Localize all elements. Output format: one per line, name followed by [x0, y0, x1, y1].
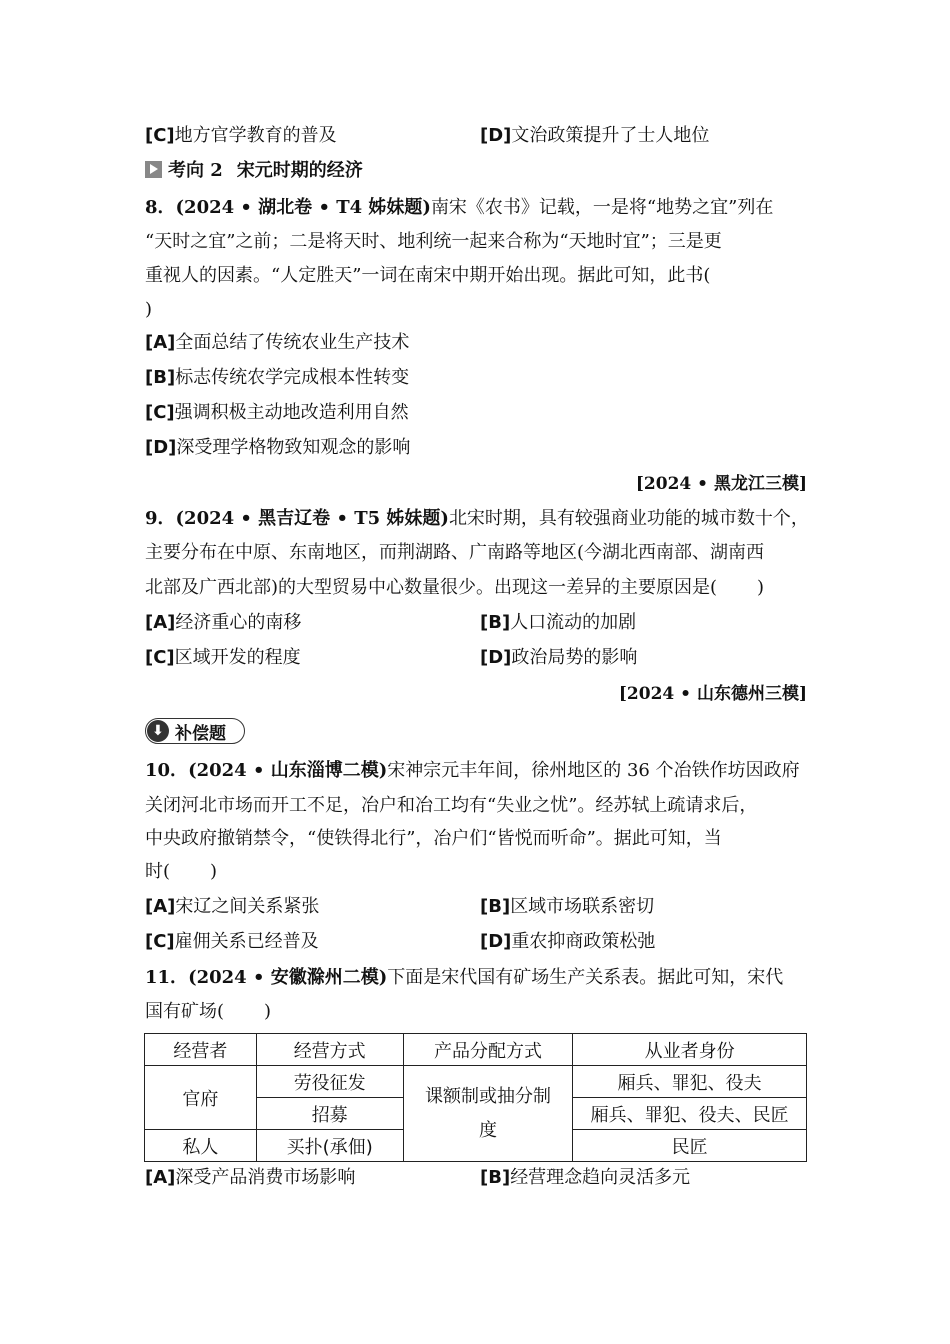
q8-stem-line1: 8．(2024 • 湖北卷 • T4 姊妹题)南宋《农书》记载，一是将“地势之宜”列在 [145, 197, 774, 218]
table-header-cell: 经营方式 [256, 1034, 403, 1066]
q8-option-c: [C]强调积极主动地改造利用自然 [145, 402, 409, 423]
q8-stem-line2: “天时之宜”之前；二是将天时、地利统一起来合称为“天地时宜”；三是更 [145, 231, 722, 252]
q10-option-b: [B]区域市场联系密切 [480, 896, 655, 917]
q9-source-ref: [2024 • 山东德州三模] [618, 684, 807, 704]
q7-option-c: [C]地方官学教育的普及 [145, 125, 337, 146]
q9-option-d: [D]政治局势的影响 [480, 647, 638, 668]
q8-option-a: [A]全面总结了传统农业生产技术 [145, 332, 410, 353]
q10-option-a: [A]宋辽之间关系紧张 [145, 896, 320, 917]
table-cell-distribution: 课额制或抽分制度 [403, 1066, 573, 1162]
section-heading: 考向 2 宋元时期的经济 [145, 159, 807, 183]
supplement-badge: ⬇ 补偿题 [145, 718, 245, 744]
q9-stem-line1: 9．(2024 • 黑吉辽卷 • T5 姊妹题)北宋时期，具有较强商业功能的城市数十个， [145, 508, 809, 529]
download-arrow-icon: ⬇ [147, 720, 169, 742]
q11-option-b: [B]经营理念趋向灵活多元 [480, 1167, 691, 1188]
table-cell-official: 官府 [145, 1066, 257, 1130]
q8-stem-line3: 重视人的因素。“人定胜天”一词在南宋中期开始出现。据此可知，此书( [145, 265, 711, 286]
q9-stem-line2: 主要分布在中原、东南地区，而荆湖路、广南路等地区(今湖北西南部、湖南西 [145, 542, 765, 563]
mining-relations-table [144, 1033, 807, 1162]
q10-stem-line3: 中央政府撤销禁令，“使铁得北行”，冶户们“皆悦而听命”。据此可知，当 [145, 828, 722, 849]
q11-stem-line2: 国有矿场( ) [145, 1001, 272, 1022]
q7-option-d: [D]文治政策提升了士人地位 [480, 125, 710, 146]
q10-stem-line4: 时( ) [145, 861, 218, 882]
table-header-cell: 从业者身份 [573, 1034, 807, 1066]
table-cell: 劳役征发 [256, 1066, 403, 1098]
q9-stem-line3: 北部及广西北部)的大型贸易中心数量很少。出现这一差异的主要原因是( ) [145, 577, 765, 598]
table-cell: 民匠 [573, 1130, 807, 1162]
q10-option-c: [C]雇佣关系已经普及 [145, 931, 319, 952]
q10-option-d: [D]重农抑商政策松弛 [480, 931, 656, 952]
table-header-row [145, 1034, 807, 1066]
q8-stem-line4: ) [145, 299, 153, 320]
play-icon [145, 161, 162, 178]
table-cell: 招募 [256, 1098, 403, 1130]
q10-stem-line2: 关闭河北市场而开工不足，冶户和冶工均有“失业之忧”。经苏轼上疏请求后， [145, 795, 758, 816]
q8-source-ref: [2024 • 黑龙江三模] [635, 474, 807, 494]
q9-option-b: [B]人口流动的加剧 [480, 612, 637, 633]
table-header-cell: 产品分配方式 [403, 1034, 573, 1066]
q11-option-a: [A]深受产品消费市场影响 [145, 1167, 356, 1188]
q11-stem-line1: 11．(2024 • 安徽滁州二模)下面是宋代国有矿场生产关系表。据此可知，宋代 [145, 967, 784, 988]
table-cell-private: 私人 [145, 1130, 257, 1162]
q8-option-d: [D]深受理学格物致知观念的影响 [145, 437, 411, 458]
table-row [145, 1066, 807, 1098]
table-cell: 买扑(承佃) [256, 1130, 403, 1162]
q10-stem-line1: 10．(2024 • 山东淄博二模)宋神宗元丰年间，徐州地区的 36 个冶铁作坊因政府 [145, 760, 800, 781]
q8-option-b: [B]标志传统农学完成根本性转变 [145, 367, 410, 388]
table-header-cell: 经营者 [145, 1034, 257, 1066]
table-cell: 厢兵、罪犯、役夫、民匠 [573, 1098, 807, 1130]
q9-option-a: [A]经济重心的南移 [145, 612, 302, 633]
q9-option-c: [C]区域开发的程度 [145, 647, 301, 668]
table-cell: 厢兵、罪犯、役夫 [573, 1066, 807, 1098]
